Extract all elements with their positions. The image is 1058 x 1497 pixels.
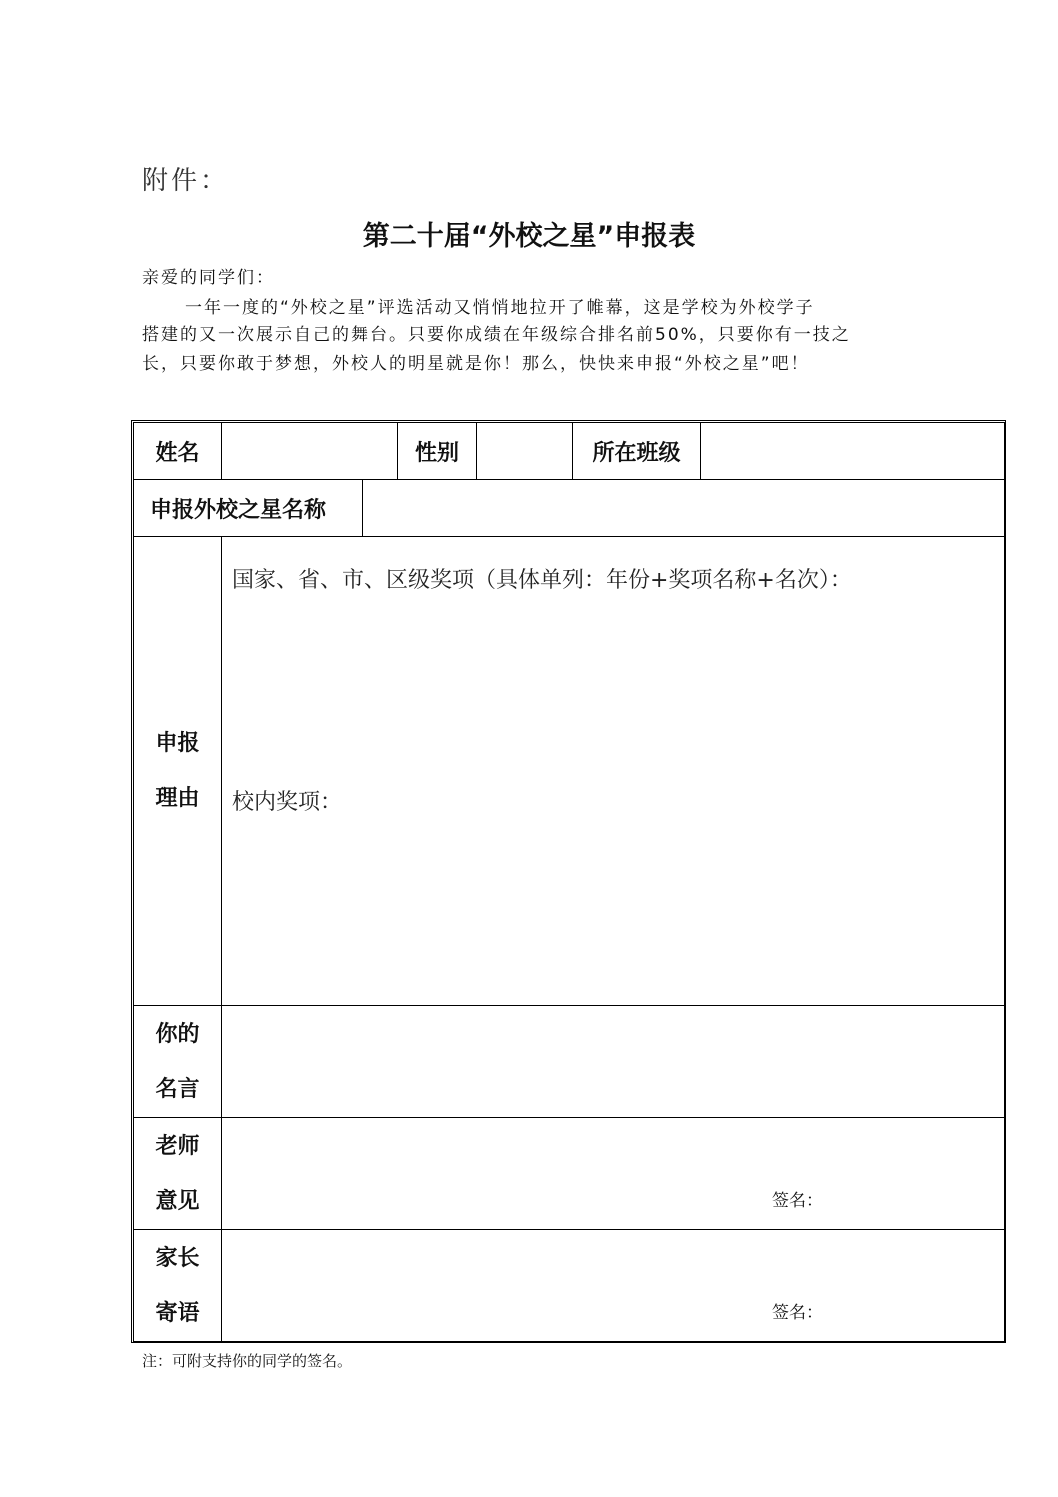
parent-signature-label: 签名：: [772, 1303, 823, 1323]
teacher-opinion-field[interactable]: [222, 1118, 1005, 1230]
class-label: 所在班级: [573, 423, 701, 480]
attachment-label: 附件：: [142, 166, 230, 196]
class-field[interactable]: [701, 423, 1005, 480]
application-form: [133, 422, 1005, 1342]
star-name-label: 申报外校之星名称: [134, 480, 363, 537]
school-awards-prompt: 校内奖项：: [232, 790, 343, 815]
parent-message-label: [134, 1230, 222, 1342]
parent-label-line-2: 寄语: [155, 1300, 200, 1326]
parent-message-field[interactable]: [222, 1230, 1005, 1342]
motto-label-line-2: 名言: [155, 1076, 200, 1102]
reason-field[interactable]: [222, 537, 1005, 1006]
form-title: 第二十届“外校之星”申报表: [362, 221, 696, 252]
reason-label-line-2: 理由: [155, 786, 200, 811]
reason-label: [134, 537, 222, 1006]
motto-label: [134, 1006, 222, 1118]
gender-field[interactable]: [477, 423, 573, 480]
teacher-signature-label: 签名：: [772, 1191, 823, 1211]
gender-label: 性别: [398, 423, 477, 480]
intro-line-1: 一年一度的“外校之星”评选活动又悄悄地拉开了帷幕，这是学校为外校学子: [185, 298, 815, 318]
name-field[interactable]: [222, 423, 398, 480]
teacher-label-line-2: 意见: [155, 1188, 200, 1214]
intro-line-2: 搭建的又一次展示自己的舞台。只要你成绩在年级综合排名前50%，只要你有一技之: [142, 325, 851, 345]
star-name-field[interactable]: [363, 480, 1005, 537]
teacher-label-line-1: 老师: [155, 1133, 200, 1159]
teacher-opinion-label: [134, 1118, 222, 1230]
name-label: 姓名: [134, 423, 222, 480]
parent-label-line-1: 家长: [155, 1245, 200, 1271]
footnote: 注：可附支持你的同学的签名。: [142, 1352, 353, 1370]
intro-line-3: 长，只要你敢于梦想，外校人的明星就是你！那么，快快来申报“外校之星”吧！: [142, 354, 810, 374]
reason-label-line-1: 申报: [155, 731, 200, 756]
motto-field[interactable]: [222, 1006, 1005, 1118]
national-awards-prompt: 国家、省、市、区级奖项（具体单列：年份+奖项名称+名次）：: [232, 568, 852, 593]
motto-label-line-1: 你的: [155, 1021, 200, 1047]
greeting: 亲爱的同学们：: [142, 268, 275, 288]
